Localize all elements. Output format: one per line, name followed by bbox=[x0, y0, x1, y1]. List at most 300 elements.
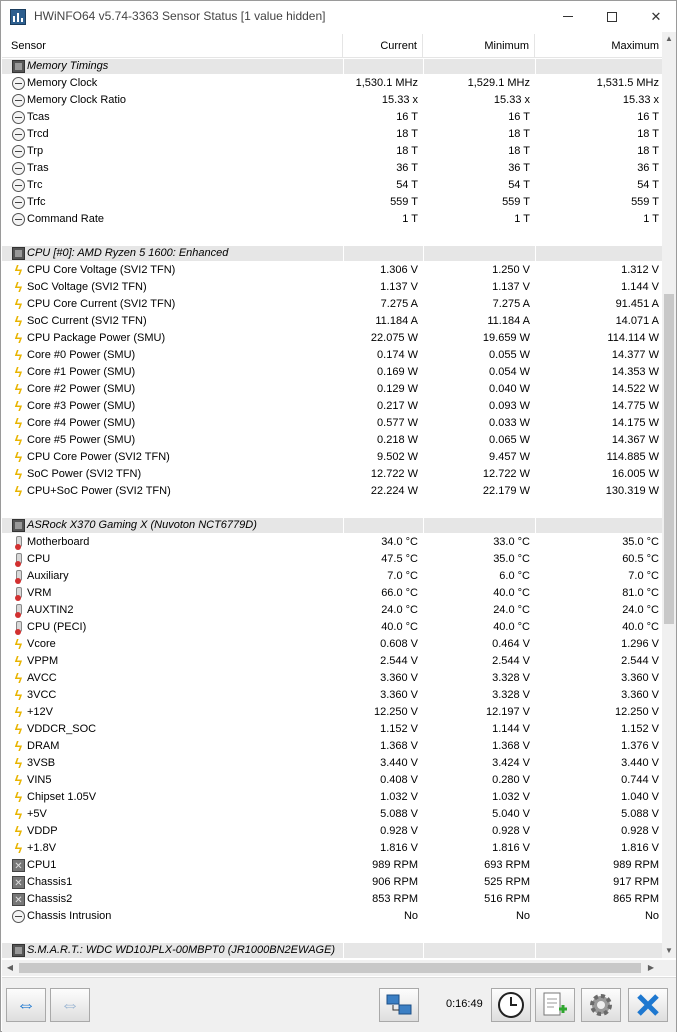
sensor-row[interactable] bbox=[2, 415, 662, 432]
minimum-value: 3.328 V bbox=[492, 689, 530, 701]
current-value: 12.250 V bbox=[373, 706, 418, 718]
minimum-value: 0.033 W bbox=[489, 417, 530, 429]
window-title: HWiNFO64 v5.74-3363 Sensor Status [1 value hidden] bbox=[34, 9, 326, 23]
current-value: 22.224 W bbox=[370, 485, 418, 497]
clock-icon bbox=[12, 196, 25, 209]
clock-icon bbox=[12, 77, 25, 90]
sensor-row[interactable] bbox=[2, 126, 662, 143]
sensor-row[interactable] bbox=[2, 330, 662, 347]
minimum-value: 0.040 W bbox=[489, 383, 530, 395]
column-separator bbox=[535, 518, 536, 533]
maximum-value: 1.296 V bbox=[621, 638, 659, 650]
sensor-row[interactable] bbox=[2, 789, 662, 806]
sensor-row[interactable] bbox=[2, 602, 662, 619]
navigate-left-right-button[interactable] bbox=[6, 988, 46, 1022]
sensor-name: VDDP bbox=[27, 825, 58, 837]
current-value: 0.174 W bbox=[377, 349, 418, 361]
sensor-name: Trcd bbox=[27, 128, 49, 140]
sensor-row[interactable] bbox=[2, 670, 662, 687]
sensor-name: Trp bbox=[27, 145, 44, 157]
current-value: 1,530.1 MHz bbox=[355, 77, 418, 89]
bolt-icon: ϟ bbox=[14, 653, 23, 669]
minimum-value: 36 T bbox=[508, 162, 530, 174]
maximum-value: 54 T bbox=[637, 179, 659, 191]
column-separator bbox=[343, 59, 344, 74]
bottom-toolbar bbox=[2, 977, 676, 1032]
elapsed-time: 0:16:49 bbox=[446, 998, 483, 1010]
minimum-value: 693 RPM bbox=[484, 859, 530, 871]
minimum-value: 0.093 W bbox=[489, 400, 530, 412]
clock-icon bbox=[12, 128, 25, 141]
column-separator bbox=[423, 246, 424, 261]
sensor-row[interactable] bbox=[2, 704, 662, 721]
minimum-value: 19.659 W bbox=[482, 332, 530, 344]
sensor-row[interactable] bbox=[2, 891, 662, 908]
current-value: 0.169 W bbox=[377, 366, 418, 378]
scroll-left-arrow-icon[interactable]: ◀ bbox=[6, 963, 14, 972]
sensor-row[interactable] bbox=[2, 857, 662, 874]
vertical-scrollbar[interactable] bbox=[662, 32, 676, 958]
bolt-icon: ϟ bbox=[14, 823, 23, 839]
minimum-value: 5.040 V bbox=[492, 808, 530, 820]
sensor-name: SoC Voltage (SVI2 TFN) bbox=[27, 281, 147, 293]
fan-icon bbox=[12, 859, 25, 872]
minimum-value: 24.0 °C bbox=[493, 604, 530, 616]
blank-row bbox=[2, 925, 662, 942]
current-value: 0.129 W bbox=[377, 383, 418, 395]
maximum-value: 14.522 W bbox=[611, 383, 659, 395]
sensor-name: CPU Core Voltage (SVI2 TFN) bbox=[27, 264, 176, 276]
current-value: 1.306 V bbox=[380, 264, 418, 276]
bolt-icon: ϟ bbox=[14, 840, 23, 856]
double-arrow-disabled-icon: ⇔ bbox=[60, 993, 80, 1016]
maximum-value: 18 T bbox=[637, 145, 659, 157]
sensor-name: Trfc bbox=[27, 196, 46, 208]
minimum-value: 0.464 V bbox=[492, 638, 530, 650]
current-value: 906 RPM bbox=[372, 876, 418, 888]
maximize-icon bbox=[607, 12, 617, 22]
minimum-value: 1.816 V bbox=[492, 842, 530, 854]
sensor-row[interactable] bbox=[2, 687, 662, 704]
minimum-value: 3.424 V bbox=[492, 757, 530, 769]
sensor-name: Chassis2 bbox=[27, 893, 73, 905]
maximum-value: 559 T bbox=[631, 196, 659, 208]
maximum-value: 14.775 W bbox=[611, 400, 659, 412]
clock-icon bbox=[12, 162, 25, 175]
sensor-row[interactable] bbox=[2, 194, 662, 211]
sensor-row[interactable] bbox=[2, 381, 662, 398]
maximum-value: 114.885 W bbox=[606, 451, 659, 463]
maximum-value: No bbox=[644, 910, 659, 922]
sensor-group-row[interactable] bbox=[2, 942, 662, 958]
sensor-row[interactable] bbox=[2, 177, 662, 194]
current-value: 34.0 °C bbox=[381, 536, 418, 548]
column-separator bbox=[535, 246, 536, 261]
sensor-row[interactable] bbox=[2, 160, 662, 177]
minimum-value: 0.055 W bbox=[489, 349, 530, 361]
sensor-name: Core #0 Power (SMU) bbox=[27, 349, 136, 361]
sensor-name: CPU1 bbox=[27, 859, 57, 871]
sensor-row[interactable] bbox=[2, 908, 662, 925]
minimum-value: 559 T bbox=[502, 196, 530, 208]
current-value: 0.577 W bbox=[377, 417, 418, 429]
sensor-name: VRM bbox=[27, 587, 52, 599]
network-button[interactable] bbox=[379, 988, 419, 1022]
column-header-maximum[interactable]: Maximum bbox=[611, 40, 659, 52]
sensor-name: Memory Clock Ratio bbox=[27, 94, 127, 106]
thermometer-icon bbox=[12, 570, 25, 583]
maximum-value: 16.005 W bbox=[611, 468, 659, 480]
current-value: 7.0 °C bbox=[387, 570, 418, 582]
current-value: 1.152 V bbox=[380, 723, 418, 735]
maximum-value: 1.040 V bbox=[621, 791, 659, 803]
title-bar[interactable] bbox=[1, 1, 676, 32]
sensor-name: Chassis1 bbox=[27, 876, 73, 888]
maximum-value: 1.144 V bbox=[621, 281, 659, 293]
minimum-value: 516 RPM bbox=[484, 893, 530, 905]
bolt-icon: ϟ bbox=[14, 466, 23, 482]
bolt-icon: ϟ bbox=[14, 347, 23, 363]
sensor-row[interactable] bbox=[2, 92, 662, 109]
sensor-name: Chipset 1.05V bbox=[27, 791, 97, 803]
bolt-icon: ϟ bbox=[14, 721, 23, 737]
sensor-row[interactable] bbox=[2, 449, 662, 466]
sensor-row[interactable] bbox=[2, 823, 662, 840]
blank-row bbox=[2, 228, 662, 245]
current-value: 0.218 W bbox=[377, 434, 418, 446]
sensor-row[interactable] bbox=[2, 721, 662, 738]
maximum-value: 3.440 V bbox=[621, 757, 659, 769]
sensor-name: Auxiliary bbox=[27, 570, 69, 582]
sensor-name: Tcas bbox=[27, 111, 50, 123]
reset-clock-button[interactable] bbox=[491, 988, 531, 1022]
minimize-button[interactable] bbox=[545, 1, 591, 32]
minimum-value: 525 RPM bbox=[484, 876, 530, 888]
current-value: 3.360 V bbox=[380, 672, 418, 684]
sensor-name: Command Rate bbox=[27, 213, 105, 225]
sensor-name: CPU Core Current (SVI2 TFN) bbox=[27, 298, 176, 310]
minimum-value: 1.250 V bbox=[492, 264, 530, 276]
column-separator bbox=[343, 246, 344, 261]
current-value: 11.184 A bbox=[375, 315, 418, 327]
sensor-row[interactable] bbox=[2, 874, 662, 891]
maximum-value: 36 T bbox=[637, 162, 659, 174]
current-value: 16 T bbox=[396, 111, 418, 123]
sensor-name: +5V bbox=[27, 808, 47, 820]
minimum-value: 18 T bbox=[508, 145, 530, 157]
sensor-row[interactable] bbox=[2, 279, 662, 296]
hwinfo-app-icon bbox=[10, 9, 26, 25]
sensor-row[interactable] bbox=[2, 466, 662, 483]
bolt-icon: ϟ bbox=[14, 432, 23, 448]
sensor-row[interactable] bbox=[2, 75, 662, 92]
sensor-row[interactable] bbox=[2, 313, 662, 330]
current-value: 2.544 V bbox=[380, 655, 418, 667]
current-value: 989 RPM bbox=[372, 859, 418, 871]
maximum-value: 14.367 W bbox=[611, 434, 659, 446]
sensor-group-row[interactable] bbox=[2, 517, 662, 534]
sensor-name: Trc bbox=[27, 179, 43, 191]
sensor-row[interactable] bbox=[2, 806, 662, 823]
sensor-name: Memory Clock bbox=[27, 77, 98, 89]
sensor-rows bbox=[2, 58, 662, 958]
thermometer-icon bbox=[12, 536, 25, 549]
current-value: 66.0 °C bbox=[381, 587, 418, 599]
sensor-name: Motherboard bbox=[27, 536, 90, 548]
minimum-value: 22.179 W bbox=[482, 485, 530, 497]
double-arrow-icon: ⇔ bbox=[16, 993, 36, 1016]
minimum-value: 33.0 °C bbox=[493, 536, 530, 548]
bolt-icon: ϟ bbox=[14, 262, 23, 278]
sensor-name: Core #1 Power (SMU) bbox=[27, 366, 136, 378]
current-value: 15.33 x bbox=[381, 94, 418, 106]
sensor-row[interactable] bbox=[2, 534, 662, 551]
maximum-value: 35.0 °C bbox=[622, 536, 659, 548]
maximum-value: 1 T bbox=[643, 213, 659, 225]
minimize-icon bbox=[563, 16, 573, 17]
minimum-value: 0.928 V bbox=[492, 825, 530, 837]
column-header-minimum[interactable]: Minimum bbox=[423, 34, 535, 58]
sensor-name: Core #3 Power (SMU) bbox=[27, 400, 136, 412]
minimum-value: 40.0 °C bbox=[493, 587, 530, 599]
minimum-value: 12.722 W bbox=[482, 468, 530, 480]
current-value: 0.608 V bbox=[380, 638, 418, 650]
maximum-value: 14.377 W bbox=[611, 349, 659, 361]
navigate-disabled-button[interactable] bbox=[50, 988, 90, 1022]
maximum-value: 2.544 V bbox=[621, 655, 659, 667]
clock-icon bbox=[12, 111, 25, 124]
column-header-row bbox=[2, 34, 662, 58]
close-sensors-button[interactable] bbox=[628, 988, 668, 1022]
sensor-name: ASRock X370 Gaming X (Nuvoton NCT6779D) bbox=[27, 519, 257, 531]
settings-button[interactable] bbox=[581, 988, 621, 1022]
horizontal-scroll-thumb[interactable] bbox=[19, 963, 641, 973]
sensor-name: Memory Timings bbox=[27, 60, 109, 72]
maximum-value: 7.0 °C bbox=[628, 570, 659, 582]
sensor-row[interactable] bbox=[2, 755, 662, 772]
current-value: 1.032 V bbox=[380, 791, 418, 803]
column-separator bbox=[343, 518, 344, 533]
sensor-row[interactable] bbox=[2, 296, 662, 313]
current-value: 0.217 W bbox=[377, 400, 418, 412]
sensor-name: AUXTIN2 bbox=[27, 604, 74, 616]
sensor-name: Core #5 Power (SMU) bbox=[27, 434, 136, 446]
minimum-value: 2.544 V bbox=[492, 655, 530, 667]
sensor-row[interactable] bbox=[2, 143, 662, 160]
maximum-value: 114.114 W bbox=[607, 332, 659, 344]
column-separator bbox=[535, 59, 536, 74]
bolt-icon: ϟ bbox=[14, 687, 23, 703]
sensor-name: VPPM bbox=[27, 655, 59, 667]
current-value: 3.440 V bbox=[380, 757, 418, 769]
current-value: 36 T bbox=[396, 162, 418, 174]
scroll-up-arrow-icon[interactable]: ▲ bbox=[665, 34, 673, 43]
sensor-name: VDDCR_SOC bbox=[27, 723, 97, 735]
sensor-name: 3VCC bbox=[27, 689, 57, 701]
sensor-row[interactable] bbox=[2, 364, 662, 381]
column-separator bbox=[423, 518, 424, 533]
minimum-value: 7.275 A bbox=[492, 298, 530, 310]
thermometer-icon bbox=[12, 621, 25, 634]
sensor-name: Chassis Intrusion bbox=[27, 910, 112, 922]
bolt-icon: ϟ bbox=[14, 381, 23, 397]
minimum-value: 1,529.1 MHz bbox=[467, 77, 530, 89]
current-value: 12.722 W bbox=[370, 468, 418, 480]
scroll-right-arrow-icon[interactable]: ▶ bbox=[647, 963, 655, 972]
network-computers-icon bbox=[386, 993, 412, 1017]
maximum-value: 14.175 W bbox=[611, 417, 659, 429]
sensor-group-row[interactable] bbox=[2, 58, 662, 75]
bolt-icon: ϟ bbox=[14, 789, 23, 805]
minimum-value: 40.0 °C bbox=[493, 621, 530, 633]
sensor-row[interactable] bbox=[2, 398, 662, 415]
sensor-row[interactable] bbox=[2, 109, 662, 126]
sensor-row[interactable] bbox=[2, 551, 662, 568]
maximum-value: 14.353 W bbox=[611, 366, 659, 378]
minimum-value: 16 T bbox=[508, 111, 530, 123]
minimum-value: 11.184 A bbox=[487, 315, 530, 327]
sensor-name: CPU+SoC Power (SVI2 TFN) bbox=[27, 485, 171, 497]
minimum-value: 35.0 °C bbox=[493, 553, 530, 565]
bolt-icon: ϟ bbox=[14, 313, 23, 329]
maximum-value: 917 RPM bbox=[613, 876, 659, 888]
bolt-icon: ϟ bbox=[14, 330, 23, 346]
current-value: 0.928 V bbox=[380, 825, 418, 837]
sensor-group-row[interactable] bbox=[2, 245, 662, 262]
maximum-value: 60.5 °C bbox=[622, 553, 659, 565]
maximum-value: 5.088 V bbox=[621, 808, 659, 820]
add-log-file-icon bbox=[542, 991, 568, 1019]
sensor-table bbox=[2, 32, 662, 958]
minimum-value: 18 T bbox=[508, 128, 530, 140]
clock-icon bbox=[12, 94, 25, 107]
sensor-row[interactable] bbox=[2, 619, 662, 636]
current-value: 559 T bbox=[390, 196, 418, 208]
bolt-icon: ϟ bbox=[14, 449, 23, 465]
current-value: 3.360 V bbox=[380, 689, 418, 701]
sensor-name: +1.8V bbox=[27, 842, 57, 854]
maximum-value: 130.319 W bbox=[605, 485, 659, 497]
clock-icon bbox=[12, 179, 25, 192]
horizontal-scrollbar[interactable] bbox=[2, 960, 676, 976]
maximum-value: 14.071 A bbox=[615, 315, 659, 327]
maximum-value: 989 RPM bbox=[613, 859, 659, 871]
column-separator bbox=[343, 943, 344, 958]
sensor-row[interactable] bbox=[2, 347, 662, 364]
sensor-row[interactable] bbox=[2, 738, 662, 755]
sensor-name: AVCC bbox=[27, 672, 57, 684]
sensor-row[interactable] bbox=[2, 636, 662, 653]
chip-icon bbox=[12, 519, 25, 532]
sensor-row[interactable] bbox=[2, 568, 662, 585]
sensor-row[interactable] bbox=[2, 772, 662, 789]
maximum-value: 1.312 V bbox=[621, 264, 659, 276]
bolt-icon: ϟ bbox=[14, 636, 23, 652]
chip-icon bbox=[12, 944, 25, 957]
column-header-sensor[interactable]: Sensor bbox=[2, 34, 343, 58]
current-value: 18 T bbox=[396, 128, 418, 140]
clock-icon bbox=[12, 910, 25, 923]
sensor-row[interactable] bbox=[2, 840, 662, 857]
sensor-row[interactable] bbox=[2, 432, 662, 449]
current-value: No bbox=[403, 910, 418, 922]
sensor-row[interactable] bbox=[2, 653, 662, 670]
current-value: 1.137 V bbox=[380, 281, 418, 293]
thermometer-icon bbox=[12, 604, 25, 617]
maximum-value: 40.0 °C bbox=[622, 621, 659, 633]
maximize-button[interactable] bbox=[589, 1, 635, 32]
minimum-value: 1.032 V bbox=[492, 791, 530, 803]
sensor-name: CPU [#0]: AMD Ryzen 5 1600: Enhanced bbox=[27, 247, 229, 259]
sensor-row[interactable] bbox=[2, 211, 662, 228]
sensor-name: CPU (PECI) bbox=[27, 621, 87, 633]
sensor-name: Core #4 Power (SMU) bbox=[27, 417, 136, 429]
logging-button[interactable] bbox=[535, 988, 575, 1022]
sensor-name: Core #2 Power (SMU) bbox=[27, 383, 136, 395]
chip-icon bbox=[12, 247, 25, 260]
clock-icon bbox=[12, 145, 25, 158]
sensor-row[interactable] bbox=[2, 262, 662, 279]
maximum-value: 24.0 °C bbox=[622, 604, 659, 616]
vertical-scroll-thumb[interactable] bbox=[664, 294, 674, 624]
current-value: 18 T bbox=[396, 145, 418, 157]
bolt-icon: ϟ bbox=[14, 279, 23, 295]
thermometer-icon bbox=[12, 587, 25, 600]
maximum-value: 1.816 V bbox=[621, 842, 659, 854]
sensor-name: CPU bbox=[27, 553, 51, 565]
current-value: 1 T bbox=[402, 213, 418, 225]
bolt-icon: ϟ bbox=[14, 772, 23, 788]
current-value: 24.0 °C bbox=[381, 604, 418, 616]
minimum-value: 9.457 W bbox=[489, 451, 530, 463]
maximum-value: 81.0 °C bbox=[622, 587, 659, 599]
current-value: 7.275 A bbox=[380, 298, 418, 310]
thermometer-icon bbox=[12, 553, 25, 566]
bolt-icon: ϟ bbox=[14, 755, 23, 771]
close-window-button[interactable] bbox=[633, 1, 677, 32]
bolt-icon: ϟ bbox=[14, 296, 23, 312]
maximum-value: 1.152 V bbox=[621, 723, 659, 735]
sensor-row[interactable] bbox=[2, 585, 662, 602]
maximum-value: 3.360 V bbox=[621, 689, 659, 701]
bolt-icon: ϟ bbox=[14, 415, 23, 431]
maximum-value: 1.376 V bbox=[621, 740, 659, 752]
current-value: 9.502 W bbox=[377, 451, 418, 463]
current-value: 22.075 W bbox=[370, 332, 418, 344]
minimum-value: 12.197 V bbox=[485, 706, 530, 718]
column-separator bbox=[535, 943, 536, 958]
sensor-name: Tras bbox=[27, 162, 49, 174]
gear-icon bbox=[587, 991, 615, 1019]
sensor-name: VIN5 bbox=[27, 774, 52, 786]
bolt-icon: ϟ bbox=[14, 806, 23, 822]
maximum-value: 0.928 V bbox=[621, 825, 659, 837]
sensor-name: +12V bbox=[27, 706, 53, 718]
minimum-value: 1.137 V bbox=[492, 281, 530, 293]
minimum-value: 15.33 x bbox=[493, 94, 530, 106]
sensor-name: SoC Current (SVI2 TFN) bbox=[27, 315, 147, 327]
maximum-value: 91.451 A bbox=[615, 298, 659, 310]
clock-icon bbox=[497, 991, 525, 1019]
sensor-row[interactable] bbox=[2, 483, 662, 500]
column-header-current[interactable]: Current bbox=[343, 34, 423, 58]
current-value: 40.0 °C bbox=[381, 621, 418, 633]
maximum-value: 15.33 x bbox=[622, 94, 659, 106]
scroll-down-arrow-icon[interactable]: ▼ bbox=[665, 946, 673, 955]
clock-icon bbox=[12, 213, 25, 226]
bolt-icon: ϟ bbox=[14, 704, 23, 720]
maximum-value: 1,531.5 MHz bbox=[596, 77, 659, 89]
